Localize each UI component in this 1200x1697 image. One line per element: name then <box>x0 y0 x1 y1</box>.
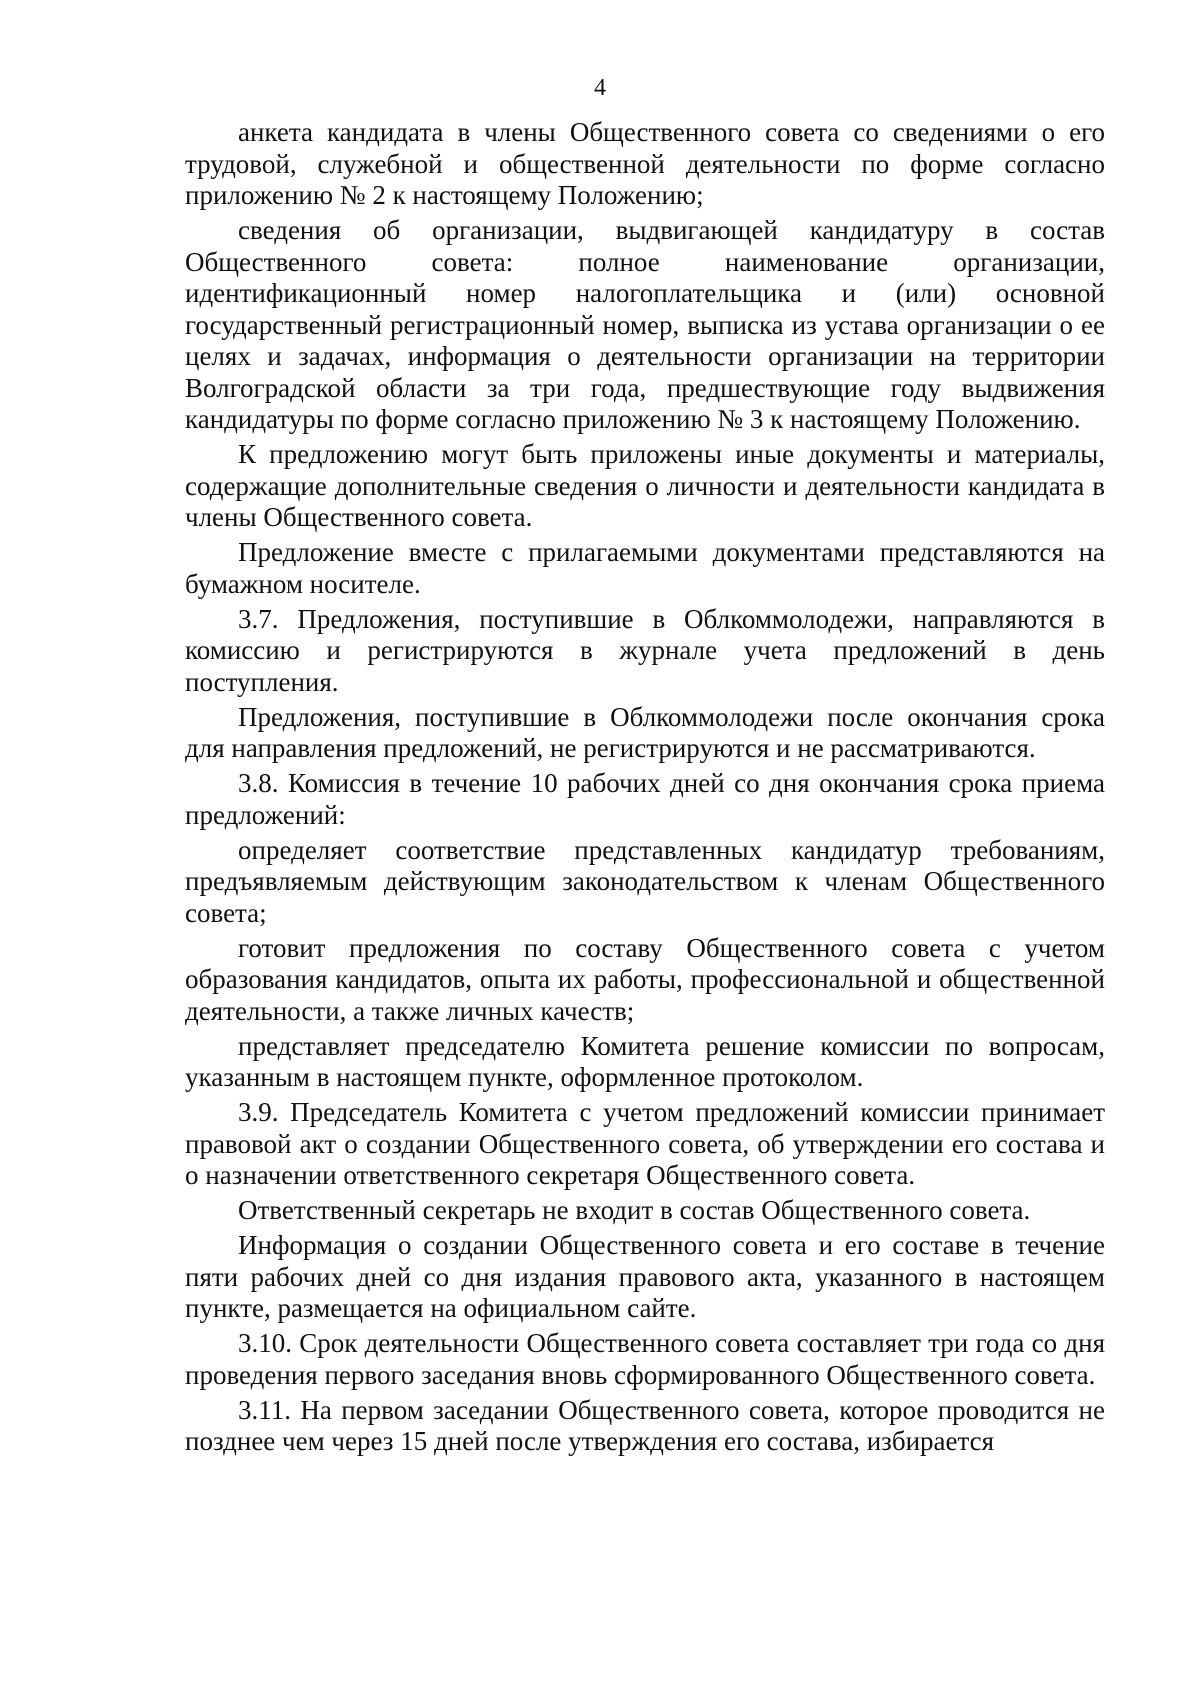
paragraph-prepares-proposals: готовит предложения по составу Общественного совета с учетом образования кандидатов, опыта их работы, профессиональной и общественной деятельности, а также личных качеств; <box>185 932 1105 1026</box>
paragraph-3-7: 3.7. Предложения, поступившие в Облкоммолодежи, направляются в комиссию и регистрируются в журнале учета предложений в день поступления. <box>185 603 1105 697</box>
document-body <box>185 117 1105 1461</box>
paragraph-secretary: Ответственный секретарь не входит в состав Общественного совета. <box>238 1195 1031 1225</box>
paragraph-organization-info: сведения об организации, выдвигающей кандидатуру в состав Общественного совета: полное наименование организации, идентификационный номер налогоплательщика и (или) основной государственный регистрационный номер, выписка из устава организации о ее целях и задачах, информация о деятельности организации на территории Волгоградской области за три года, предшествующие году выдвижения кандидатуры по форме согласно приложению № 3 к настоящему Положению. <box>185 215 1105 434</box>
paragraph-3-10: 3.10. Срок деятельности Общественного совета составляет три года со дня проведения первого заседания вновь сформированного Общественного совета. <box>185 1328 1105 1390</box>
paragraph-publication: Информация о создании Общественного совета и его составе в течение пяти рабочих дней со дня издания правового акта, указанного в настоящем пункте, размещается на официальном сайте. <box>185 1230 1105 1323</box>
paragraph-questionnaire: анкета кандидата в члены Общественного совета со сведениями о его трудовой, служебной и общественной деятельности по форме согласно приложению № 2 к настоящему Положению; <box>185 117 1105 210</box>
paragraph-determines-compliance: определяет соответствие представленных кандидатур требованиям, предъявляемым действующим законодательством к членам Общественного совета; <box>185 834 1105 928</box>
paragraph-additional-documents: К предложению могут быть приложены иные документы и материалы, содержащие дополнительные сведения о личности и деятельности кандидата в члены Общественного совета. <box>185 439 1105 532</box>
paragraph-3-11: 3.11. На первом заседании Общественного совета, которое проводится не позднее чем через 15 дней после утверждения его состава, избирается <box>185 1394 1105 1456</box>
paragraph-late-proposals: Предложения, поступившие в Облкоммолодежи после окончания срока для направления предложений, не регистрируются и не рассматриваются. <box>185 701 1105 763</box>
paragraph-paper-submission: Предложение вместе с прилагаемыми документами представляются на бумажном носителе. <box>185 537 1105 599</box>
page-number: 4 <box>594 75 606 101</box>
paragraph-presents-decision: представляет председателю Комитета решение комиссии по вопросам, указанным в настоящем пункте, оформленное протоколом. <box>185 1030 1105 1092</box>
paragraph-3-9: 3.9. Председатель Комитета с учетом предложений комиссии принимает правовой акт о создании Общественного совета, об утверждении его состава и о назначении ответственного секретаря Общественного совета. <box>185 1097 1105 1190</box>
paragraph-3-8: 3.8. Комиссия в течение 10 рабочих дней со дня окончания срока приема предложений: <box>185 768 1105 830</box>
